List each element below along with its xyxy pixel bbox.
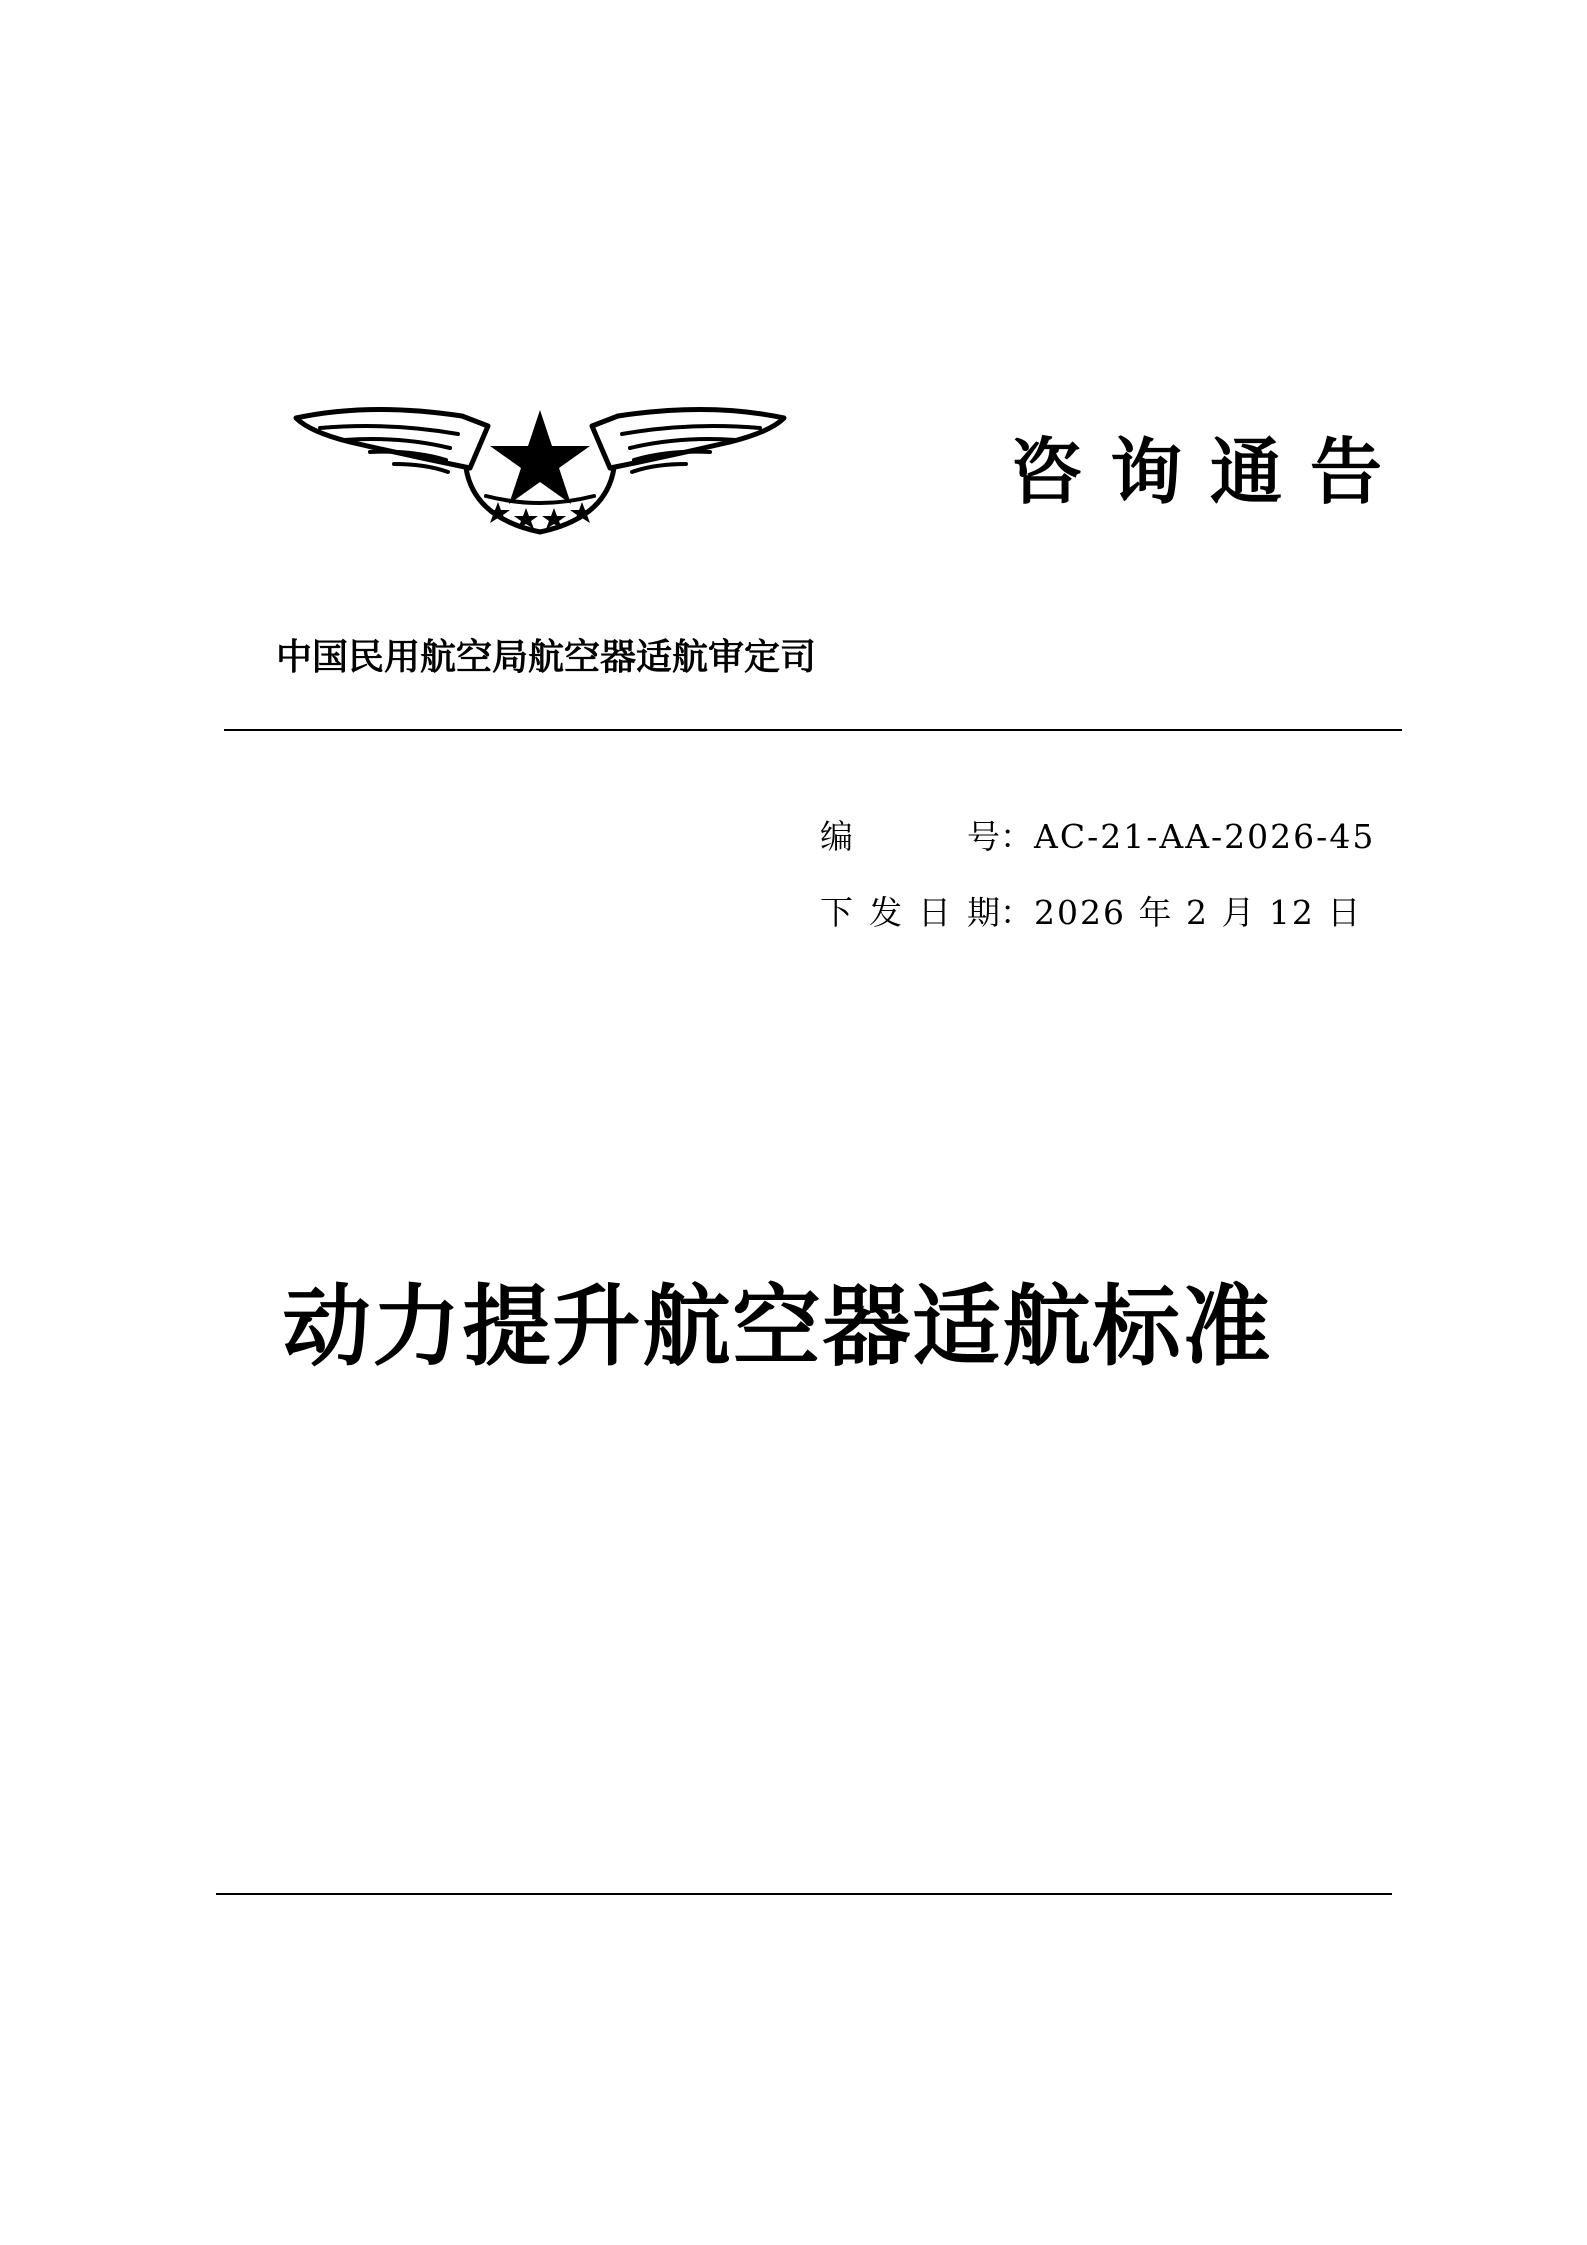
footer-divider bbox=[216, 1893, 1392, 1895]
document-title: 动力提升航空器适航标准 bbox=[282, 1274, 1273, 1378]
header-divider bbox=[224, 729, 1402, 731]
issue-date-label: 下发日期 bbox=[820, 893, 1000, 932]
issue-date-value: 2026 年 2 月 12 日 bbox=[1034, 893, 1363, 932]
document-type-heading: 咨询通告 bbox=[1010, 429, 1411, 514]
caac-wings-star-emblem-icon bbox=[290, 398, 790, 548]
issuing-department: 中国民用航空局航空器适航审定司 bbox=[276, 637, 817, 678]
document-number-row bbox=[820, 817, 1376, 856]
issue-date-row bbox=[820, 893, 1363, 932]
document-number-value: AC-21-AA-2026-45 bbox=[1034, 817, 1376, 856]
document-number-separator: ： bbox=[1000, 817, 1033, 856]
issue-date-separator: ： bbox=[1000, 893, 1033, 932]
document-number-label: 编号 bbox=[820, 817, 1000, 856]
